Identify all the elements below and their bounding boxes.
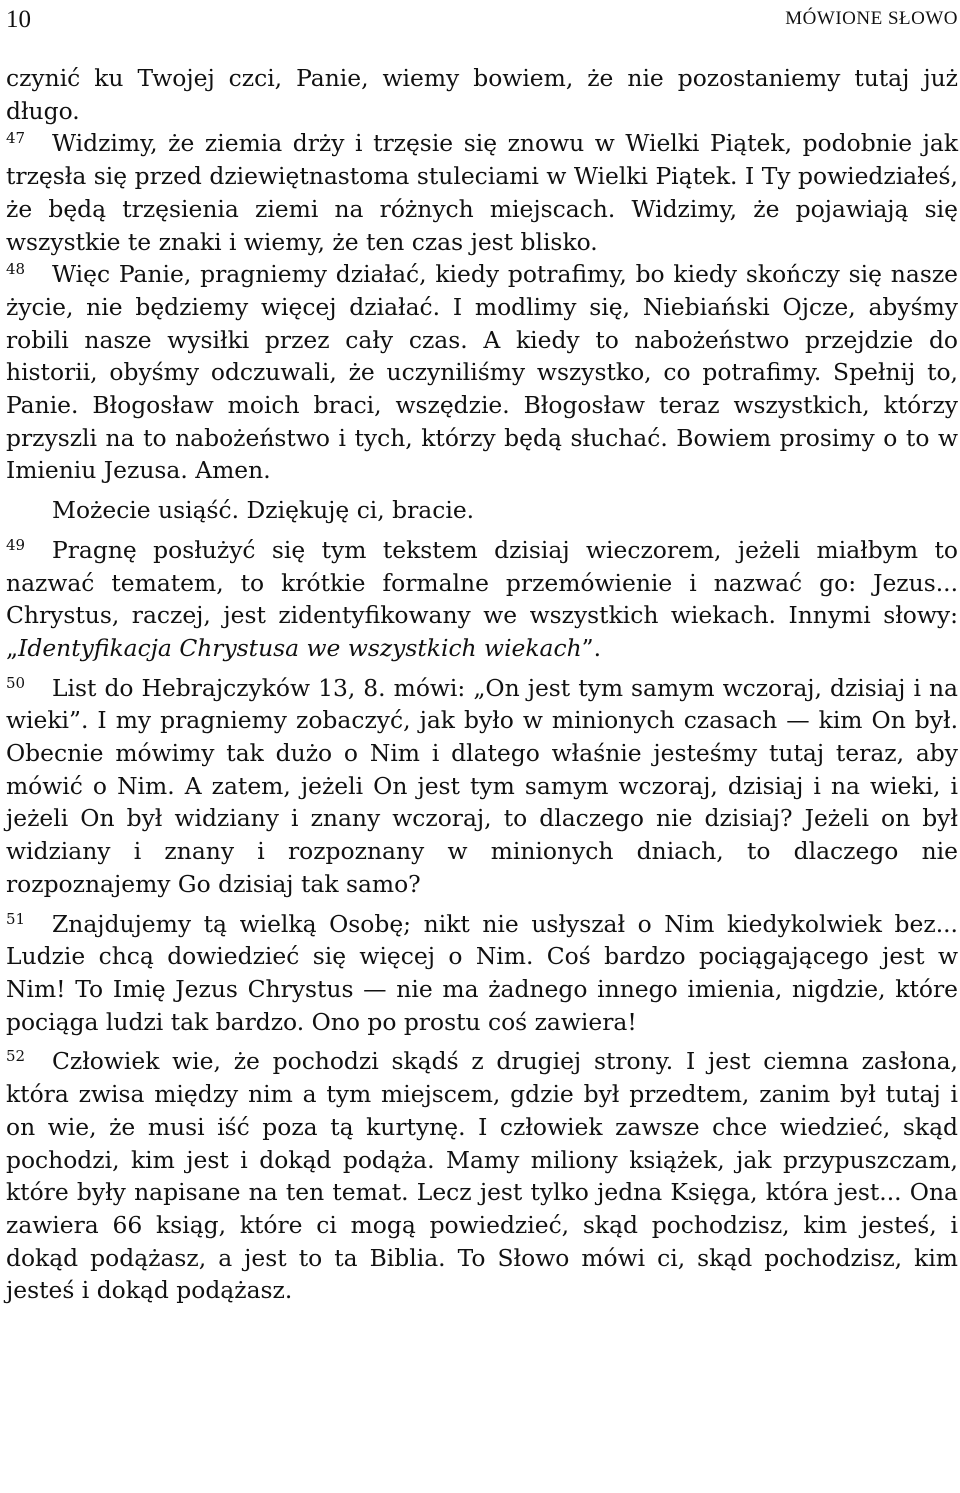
paragraph-48	[6, 258, 958, 487]
paragraph-number: 48	[6, 260, 26, 279]
paragraph-50	[6, 672, 958, 901]
paragraph-text: Więc Panie, pragniemy działać, kiedy potrafimy, bo kiedy skończy się nasze życie, nie będziemy więcej działać. I modlimy się, Niebiański Ojcze, abyśmy robili nasze wysiłki przez cały czas. A kiedy to nabożeństwo przejdzie do historii, obyśmy odczuwali, że uczyniliśmy wszystko, co potrafimy. Spełnij to, Panie. Błogosław moich braci, wszędzie. Błogosław teraz wszystkich, którzy przyszli na to nabożeństwo i tych, którzy będą słuchać. Bowiem prosimy o to w Imieniu Jezusa. Amen.	[6, 260, 958, 485]
paragraph	[6, 62, 958, 127]
paragraph-text: Człowiek wie, że pochodzi skądś z drugiej strony. I jest ciemna zasłona, która zwisa między nim a tym miejscem, gdzie był przedtem, zanim był tutaj i on wie, że musi iść poza tą kurtynę. I człowiek zawsze chce wiedzieć, skąd pochodzi, kim jest i dokąd podąża. Mamy miliony książek, jak przypuszczam, które były napisane na ten temat. Lecz jest tylko jedna Księga, która jest... Ona zawiera 66 ksiąg, które ci mogą powiedzieć, skąd pochodzisz, kim jesteś, i dokąd podążasz, a jest to ta Biblia. To Słowo mówi ci, skąd pochodzisz, kim jesteś i dokąd podążasz.	[6, 1047, 958, 1305]
document-page	[6, 0, 958, 1493]
running-head: MÓWIONE SŁOWO	[785, 8, 958, 29]
paragraph-52	[6, 1045, 958, 1307]
paragraph-text-end: ”.	[581, 633, 602, 662]
page-header	[6, 0, 958, 44]
paragraph-51	[6, 908, 958, 1039]
paragraph-number: 52	[6, 1047, 26, 1066]
paragraph-number: 49	[6, 535, 26, 554]
paragraph-text: czynić ku Twojej czci, Panie, wiemy bowiem, że nie pozostaniemy tutaj już długo.	[6, 64, 958, 125]
paragraph-text: Znajdujemy tą wielką Osobę; nikt nie usłyszał o Nim kiedykolwiek bez... Ludzie chcą dowiedzieć się więcej o Nim. Coś bardzo pociągającego jest w Nim! To Imię Jezus Chrystus — nie ma żadnego innego imienia, nigdzie, które pociąga ludzi tak bardzo. Ono po prostu coś zawiera!	[6, 909, 958, 1036]
paragraph-indented	[6, 494, 958, 527]
paragraph-number: 50	[6, 673, 26, 692]
paragraph-text: Pragnę posłużyć się tym tekstem dzisiaj wieczorem, jeżeli miałbym to nazwać tematem, to krótkie formalne przemówienie i nazwać go: Jezus... Chrystus, raczej, jest zidentyfikowany we wszystkich wiekach. Innymi słowy: „	[6, 535, 958, 662]
paragraph-text: Widzimy, że ziemia drży i trzęsie się znowu w Wielki Piątek, podobnie jak trzęsła się przed dziewiętnastoma stuleciami w Wielki Piątek. I Ty powiedziałeś, że będą trzęsienia ziemi na różnych miejscach. Widzimy, że pojawiają się wszystkie te znaki i wiemy, że ten czas jest blisko.	[6, 129, 958, 256]
italic-title: Identyfikacja Chrystusa we wszystkich wiekach	[18, 633, 582, 662]
body-text	[6, 62, 958, 1307]
paragraph-text: Możecie usiąść. Dziękuję ci, bracie.	[52, 496, 475, 525]
paragraph-number: 51	[6, 909, 26, 928]
paragraph-text: List do Hebrajczyków 13, 8. mówi: „On jest tym samym wczoraj, dzisiaj i na wieki”. I my pragniemy zobaczyć, jak było w minionych czasach — kim On był. Obecnie mówimy tak dużo o Nim i dlatego właśnie jesteśmy tutaj teraz, aby mówić o Nim. A zatem, jeżeli On jest tym samym wczoraj, dzisiaj i na wieki, i jeżeli On był widziany i znany wczoraj, to dlaczego nie dzisiaj? Jeżeli on był widziany i znany i rozpoznany w minionych dniach, to dlaczego nie rozpoznajemy Go dzisiaj tak samo?	[6, 673, 958, 898]
paragraph-49	[6, 534, 958, 665]
paragraph-47	[6, 127, 958, 258]
paragraph-number: 47	[6, 129, 26, 148]
page-number: 10	[6, 6, 31, 33]
